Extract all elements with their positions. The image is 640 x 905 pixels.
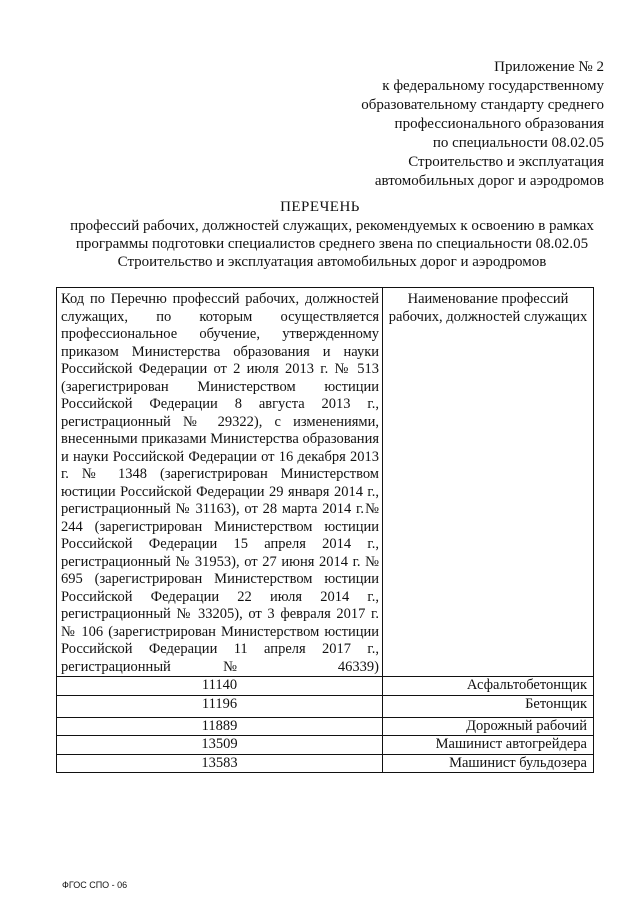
table-header-row: [57, 288, 594, 677]
appendix-line: по специальности 08.02.05: [432, 135, 604, 151]
profession-code: 11196: [57, 695, 383, 717]
table-row: [57, 736, 594, 755]
table-row: [57, 677, 594, 696]
profession-name: Бетонщик: [383, 695, 594, 717]
appendix-block: [314, 58, 604, 191]
table-row: [57, 695, 594, 717]
header-name-cell: Наименование профессий рабочих, должностей служащих: [383, 288, 594, 677]
profession-code: 11889: [57, 717, 383, 736]
appendix-line: профессионального образования: [394, 116, 604, 132]
profession-name: Машинист бульдозера: [383, 754, 594, 773]
table-row: [57, 717, 594, 736]
appendix-line: автомобильных дорог и аэродромов: [374, 173, 604, 189]
appendix-line: образовательному стандарту среднего: [361, 97, 604, 113]
profession-name: Машинист автогрейдера: [383, 736, 594, 755]
appendix-line: Приложение № 2: [494, 59, 604, 75]
header-code-cell: Код по Перечню профессий рабочих, должностей служащих, по которым осуществляется профессиональное обучение, утвержденному приказом Министерства образования и науки Российской Федерации от 2 июля 2013 г. № 513 (зарегистрирован Министерством юстиции Российской Федерации 8 августа 2013 г., регистрационный № 29322), с изменениями, внесенными приказами Министерства образования и науки Российской Федерации от 16 декабря 2013 г. № 1348 (зарегистрирован Министерством юстиции Российской Федерации 29 января 2014 г., регистрационный № 31163), от 28 марта 2014 г.№ 244 (зарегистрирован Министерством юстиции Российской Федерации 15 апреля 2014 г., регистрационный № 31953), от 27 июня 2014 г. № 695 (зарегистрирован Министерством юстиции Российской Федерации 22 июля 2014 г., регистрационный № 33205), от 3 февраля 2017 г. № 106 (зарегистрирован Министерством юстиции Российской Федерации 11 апреля 2017 г., регистрационный № 46339): [57, 288, 383, 677]
profession-code: 11140: [57, 677, 383, 696]
profession-name: Асфальтобетонщик: [383, 677, 594, 696]
profession-code: 13583: [57, 754, 383, 773]
profession-code: 13509: [57, 736, 383, 755]
table-row: [57, 754, 594, 773]
appendix-line: к федеральному государственному: [382, 78, 604, 94]
document-subtitle: профессий рабочих, должностей служащих, рекомендуемых к освоению в рамках программы подготовки специалистов среднего звена по специальности 08.02.05 Строительство и эксплуатация автомобильных дорог и аэродромов: [70, 218, 594, 270]
profession-name: Дорожный рабочий: [383, 717, 594, 736]
professions-table: [56, 287, 594, 773]
page-footer: ФГОС СПО - 06: [62, 880, 128, 890]
document-title: ПЕРЕЧЕНЬ: [280, 199, 360, 215]
appendix-line: Строительство и эксплуатация: [408, 154, 604, 170]
